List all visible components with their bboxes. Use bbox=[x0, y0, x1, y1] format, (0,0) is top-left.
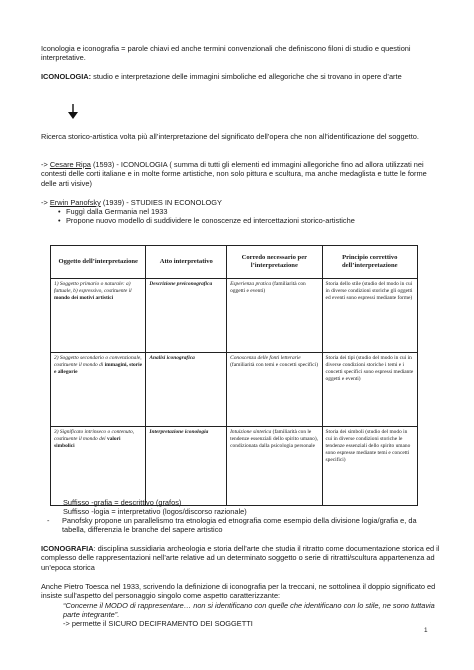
panofsky-parallel-text: Panofsky propone un parallelismo tra etnologia ed etnografia come esempio della divisione logia/grafia e, da tabella, differenzia le branche del sapere artistico bbox=[62, 516, 417, 535]
table-cell bbox=[51, 427, 146, 506]
panofsky-name-link[interactable]: Erwin Panofsky bbox=[49, 198, 101, 207]
ripa-text: (1593) - ICONOLOGIA ( summa di tutti gli elementi ed immagini allegoriche fino ad allora utilizzati nei contesti delle corti italiane e in molte forme artistiche, non solo pittura e scultura, ma anche medaglista e tutte le forme delle arti visive) bbox=[41, 160, 427, 188]
table-cell bbox=[322, 353, 417, 427]
cell-text: (familiarità con temi e concetti specifici) bbox=[230, 361, 318, 368]
ripa-prefix: -> bbox=[41, 160, 50, 169]
iconografia-text: : disciplina sussidiaria archeologia e storia dell’arte che studia il ritratto come documentazione storica ed il complesso delle rappresentazioni nell’arte relative ad un determinato soggetto o serie di ritratti/scultura appartenenza ad un’epoca storica bbox=[41, 544, 440, 572]
cell-emphasis: mondo dei motivi artistici bbox=[54, 294, 114, 301]
research-text: Ricerca storico-artistica volta più all’interpretazione del significato dell’opera che non all’identificazione del soggetto. bbox=[41, 132, 419, 141]
page-number: 1 bbox=[424, 627, 428, 634]
cell-text: Storia dello stile (studio del modo in cui in diverse condizioni storiche gli oggetti ed eventi sono espressi mediante forme) bbox=[325, 281, 413, 301]
cell-text: (familiarità con oggetti e eventi) bbox=[230, 281, 306, 294]
research-paragraph bbox=[41, 132, 441, 141]
table-cell bbox=[146, 279, 227, 353]
table-header: Oggetto dell’interpretazione bbox=[51, 246, 146, 279]
table-header-row bbox=[51, 246, 418, 279]
intro-text: Iconologia e iconografia = parole chiavi ed anche termini convenzionali che definiscono filoni di studio e questioni interpretative. bbox=[41, 44, 411, 63]
table-cell bbox=[51, 353, 146, 427]
toesca-quote: “Concerne il MODO di rappresentare… non si identificano con quelle che identificano con lo stile, ne sono tuttavia parte integrante”. bbox=[63, 601, 435, 620]
cell-text: Interpretazione iconologia bbox=[149, 429, 209, 435]
cell-text: Storia dei tipi (studio del modo in cui in diverse condizioni storiche i temi e i concetti specifici sono espressi mediante oggetti e eventi) bbox=[325, 355, 414, 382]
cell-emphasis: valori simbolici bbox=[54, 435, 121, 449]
cell-text: Intuizione sintetica bbox=[230, 429, 272, 435]
table-cell bbox=[227, 353, 322, 427]
bullet-item: • Fuggì dalla Germania nel 1933 bbox=[58, 207, 443, 216]
table-cell bbox=[322, 427, 417, 506]
cell-text: Esperienza pratica bbox=[230, 281, 272, 287]
ripa-name-link[interactable]: Cesare Ripa bbox=[49, 160, 91, 169]
panofsky-prefix: -> bbox=[41, 198, 50, 207]
toesca-text: Anche Pietro Toesca nel 1933, scrivendo la definizione di iconografia per la treccani, ne sottolinea il doppio significato ed insiste sull’aspetto del personaggio singolo come aspetto caratterizzante: bbox=[41, 582, 436, 601]
table-cell bbox=[146, 353, 227, 427]
conclusion-line: -> permette il SICURO DECIFRAMENTO DEI SOGGETTI bbox=[63, 619, 253, 628]
intro-paragraph bbox=[41, 44, 441, 63]
dash-marker: - bbox=[47, 516, 50, 525]
panofsky-paragraph bbox=[41, 198, 441, 207]
table-cell bbox=[51, 279, 146, 353]
cell-text: 1) Soggetto primario o naturale: a) fattuale, b) espressivo, costituente il bbox=[54, 281, 132, 294]
cell-text: 3) Significato intrinseco o contenuto, costituente il mondo dei bbox=[54, 429, 135, 442]
cell-text: Descrizione preiconografica bbox=[149, 281, 213, 287]
table-header: Atto interpretativo bbox=[146, 246, 227, 279]
table-header: Principio correttivo dell’interpretazione bbox=[322, 246, 417, 279]
panofsky-bullet-list bbox=[58, 207, 443, 226]
table-row bbox=[51, 353, 418, 427]
iconografia-definition bbox=[41, 544, 441, 572]
bullet-item: • Propone nuovo modello di suddividere le conoscenze ed intercettazioni storico-artistiche bbox=[58, 216, 443, 225]
cell-text: Conoscenza delle fonti letterarie bbox=[230, 355, 301, 361]
toesca-paragraph bbox=[41, 582, 441, 601]
iconologia-definition bbox=[41, 72, 441, 81]
table-row bbox=[51, 427, 418, 506]
panofsky-table bbox=[50, 245, 418, 506]
ripa-paragraph bbox=[41, 160, 441, 188]
suffix-logia: Suffisso -logia = interpretativo (logos/discorso razionale) bbox=[63, 507, 247, 516]
table-cell bbox=[146, 427, 227, 506]
suffix-grafia: Suffisso -grafia = descrittivo (grafos) bbox=[63, 498, 182, 507]
iconologia-label: ICONOLOGIA: bbox=[41, 72, 92, 81]
iconografia-label: ICONOGRAFIA bbox=[41, 544, 94, 553]
panofsky-text: (1939) - STUDIES IN ECONOLOGY bbox=[100, 198, 222, 207]
cell-text: 2) Soggetto secondario o convenzionale, costituente il mondo di bbox=[54, 355, 142, 368]
cell-text: Analisi iconografica bbox=[149, 355, 195, 361]
table-cell bbox=[227, 279, 322, 353]
table-header: Corredo necessario per l’interpretazione bbox=[227, 246, 322, 279]
table-row bbox=[51, 279, 418, 353]
cell-emphasis: immagini, storie e allegorie bbox=[54, 361, 143, 375]
table-cell bbox=[227, 427, 322, 506]
iconologia-text: studio e interpretazione delle immagini simboliche ed allegoriche che si trovano in opere d’arte bbox=[91, 72, 402, 81]
table-cell bbox=[322, 279, 417, 353]
cell-text: Storia dei simboli (studio del modo in cui in diverse condizioni storiche le tendenze essenziali dello spirito umano sono espresse mediante temi e concetti specifici) bbox=[325, 429, 411, 463]
cell-text: (familiarità con le tendenze essenziali dello spirito umano), condizionata dalla psicologia personale bbox=[230, 429, 319, 449]
down-arrow-icon bbox=[67, 104, 79, 120]
